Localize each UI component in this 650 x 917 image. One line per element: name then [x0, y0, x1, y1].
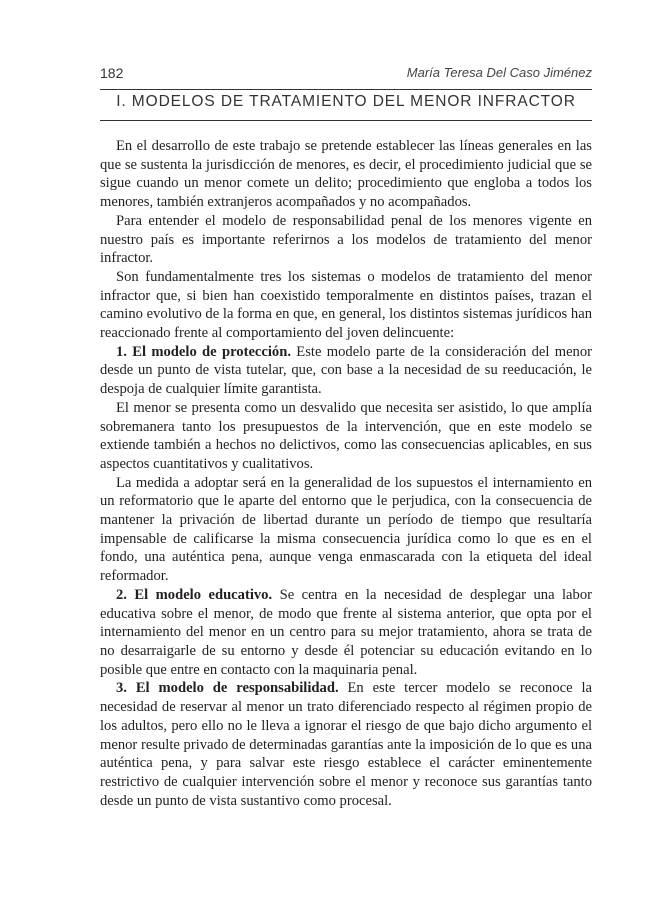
paragraph-lead: 2. El modelo educativo.	[116, 586, 273, 603]
page-header	[100, 63, 592, 85]
paragraph-text: El menor se presenta como un desvalido que necesita ser asistido, lo que amplía sobremanera tanto los presupuestos de la intervención, que en este modelo se extiende también a hechos no delictivos, como las consecuencias aplicables, en sus aspectos cuantitativos y cualitativos.	[100, 399, 592, 472]
paragraph	[100, 679, 592, 810]
paragraph-text: Para entender el modelo de responsabilidad penal de los menores vigente en nuestro país es importante referirnos a los modelos de tratamiento del menor infractor.	[100, 212, 592, 267]
paragraph-text: Se centra en la necesidad de desplegar una labor educativa sobre el menor, de modo que frente al sistema anterior, que opta por el internamiento del menor en un centro para su mejor tratamiento, ahora se trata de no desarraigarle de su entorno y desde él potenciar su educación evitando en lo posible que entre en contacto con la maquinaria penal.	[100, 586, 592, 678]
paragraph	[100, 137, 592, 212]
paragraph	[100, 343, 592, 399]
paragraph	[100, 399, 592, 474]
paragraph	[100, 474, 592, 586]
body-text	[100, 137, 592, 810]
paragraph-text: En este tercer modelo se reconoce la necesidad de reservar al menor un trato diferenciado respecto al régimen propio de los adultos, pero ello no le lleva a ignorar el riesgo de que bajo dicho argumento el menor resulte privado de determinadas garantías ante la imposición de lo que es una auténtica pena, y para salvar este riesgo establece el carácter eminentemente restrictivo de cualquier intervención sobre el menor y reconoce sus garantías tanto desde un punto de vista sustantivo como procesal.	[100, 680, 592, 809]
running-head: María Teresa Del Caso Jiménez	[406, 65, 592, 80]
paragraph-text: Son fundamentalmente tres los sistemas o modelos de tratamiento del menor infractor que, si bien han coexistido temporalmente en distintos países, trazan el camino evolutivo de la forma en que, en general, los distintos sistemas jurídicos han reaccionado frente al comportamiento del joven delincuente:	[100, 268, 592, 342]
paragraph	[100, 586, 592, 680]
paragraph-lead: 3. El modelo de responsabilidad.	[116, 680, 339, 697]
page-number: 182	[100, 65, 124, 81]
paragraph	[100, 268, 592, 343]
paragraph-text: En el desarrollo de este trabajo se pretende establecer las líneas generales en las que se sustenta la jurisdicción de menores, es decir, el procedimiento judicial que se sigue cuando un menor comete un delito; procedimiento que engloba a todos los menores, también extranjeros acompañados y no acompañados.	[100, 138, 592, 211]
paragraph	[100, 212, 592, 268]
paragraph-lead: 1. El modelo de protección.	[116, 343, 291, 360]
section-title: I. MODELOS DE TRATAMIENTO DEL MENOR INFRACTOR	[116, 93, 576, 110]
paragraph-text: La medida a adoptar será en la generalidad de los supuestos el internamiento en un reformatorio que le aparte del entorno que le perjudica, con la consecuencia de mantener la privación de libertad durante un período de tiempo que resultaría impensable de calificarse la misma consecuencia jurídica como lo que es en el fondo, una auténtica pena, aunque venga enmascarada con la etiqueta del ideal reformador.	[100, 474, 592, 585]
title-rule-bottom	[100, 120, 592, 121]
title-rule-top	[100, 89, 592, 90]
paragraph-text: Este modelo parte de la consideración del menor desde un punto de vista tutelar, que, con base a la necesidad de su reeducación, le despoja de cualquier límite garantista.	[100, 343, 592, 398]
